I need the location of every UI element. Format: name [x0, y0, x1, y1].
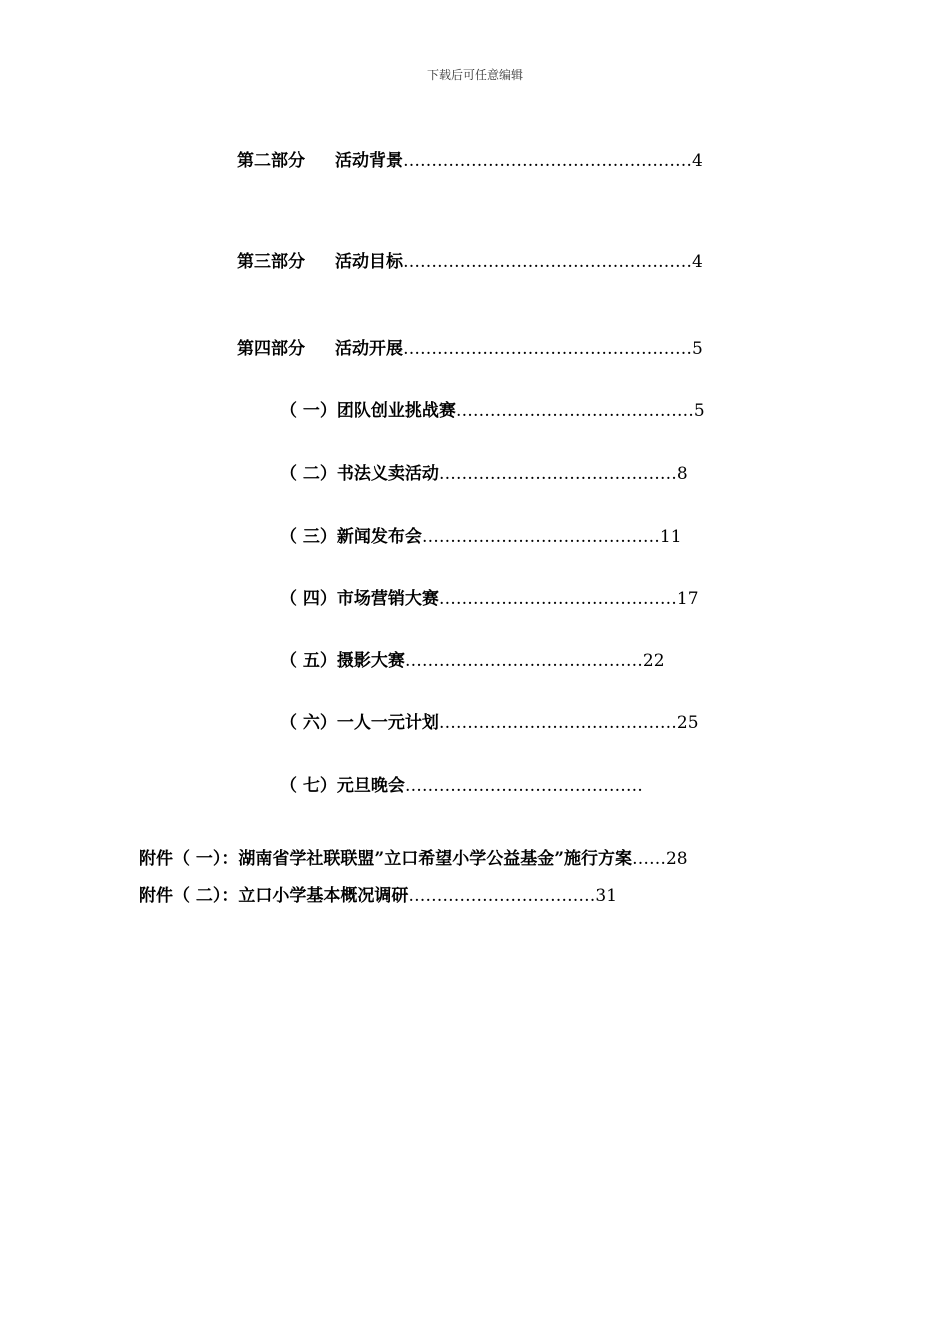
toc-page-number: 4	[692, 252, 703, 272]
toc-sub-label: （ 六）	[280, 713, 337, 733]
page-header: 下载后可任意编辑	[426, 68, 523, 82]
toc-subentry-2	[280, 464, 688, 484]
toc-leader-dots: ……………………………………	[438, 713, 677, 733]
toc-page-number: 17	[676, 589, 699, 609]
toc-leader-dots: ……………………………………	[404, 651, 643, 671]
toc-appendix-1	[139, 849, 688, 869]
toc-entry-part3	[237, 252, 703, 272]
toc-leader-dots: ……………………………………	[404, 776, 643, 796]
toc-entry-title: 元旦晚会	[336, 776, 405, 796]
toc-entry-title: 新闻发布会	[336, 527, 422, 547]
toc-page-number: 8	[676, 464, 688, 484]
toc-subentry-7	[280, 776, 643, 796]
toc-sub-label: （ 四）	[280, 589, 337, 609]
toc-subentry-5	[280, 651, 665, 671]
toc-leader-dots: ……………………………………	[455, 401, 694, 421]
toc-page-number: 28	[665, 849, 688, 869]
toc-entry-part2	[237, 151, 703, 171]
toc-page-number: 11	[659, 527, 682, 547]
toc-page-number: 25	[676, 713, 699, 733]
toc-entry-title: 活动背景	[335, 151, 403, 171]
toc-page-number: 31	[595, 886, 618, 906]
toc-leader-dots: ……………………………………	[438, 589, 677, 609]
toc-part-label: 第三部分	[237, 252, 305, 272]
toc-page-number: 22	[642, 651, 665, 671]
toc-leader-dots: ……………………………………………	[403, 339, 692, 359]
toc-entry-title: 团队创业挑战赛	[336, 401, 456, 421]
toc-sub-label: （ 二）	[280, 464, 337, 484]
toc-leader-dots: ……………………………………	[438, 464, 677, 484]
toc-page-number: 5	[692, 339, 703, 359]
toc-appendix-2	[139, 886, 617, 906]
toc-entry-title: 市场营销大赛	[336, 589, 439, 609]
toc-part-label: 第二部分	[237, 151, 305, 171]
toc-page-number: 4	[692, 151, 703, 171]
toc-sub-label: （ 五）	[280, 651, 337, 671]
toc-entry-part4	[237, 339, 703, 359]
toc-leader-dots: ……………………………	[408, 886, 596, 906]
toc-leader-dots: ……………………………………………	[403, 151, 692, 171]
toc-sub-label: （ 一）	[280, 401, 337, 421]
toc-entry-title: 一人一元计划	[336, 713, 439, 733]
toc-appendix-label: 附件（ 二）：	[139, 886, 239, 906]
toc-subentry-6	[280, 713, 699, 733]
toc-sub-label: （ 七）	[280, 776, 337, 796]
toc-subentry-3	[280, 527, 682, 547]
toc-leader-dots: ……………………………………	[421, 527, 660, 547]
toc-entry-title: 活动目标	[335, 252, 403, 272]
toc-part-label: 第四部分	[237, 339, 305, 359]
toc-leader-dots: ……	[631, 849, 666, 869]
toc-subentry-4	[280, 589, 699, 609]
toc-entry-title: 立口小学基本概况调研	[238, 886, 409, 906]
toc-leader-dots: ……………………………………………	[403, 252, 692, 272]
toc-page-number: 5	[693, 401, 705, 421]
toc-entry-title: 书法义卖活动	[336, 464, 439, 484]
toc-sub-label: （ 三）	[280, 527, 337, 547]
toc-entry-title: 湖南省学社联联盟”立口希望小学公益基金”施行方案	[238, 849, 632, 869]
toc-entry-title: 活动开展	[335, 339, 403, 359]
toc-entry-title: 摄影大赛	[336, 651, 405, 671]
toc-appendix-label: 附件（ 一）：	[139, 849, 239, 869]
toc-subentry-1	[280, 401, 705, 421]
